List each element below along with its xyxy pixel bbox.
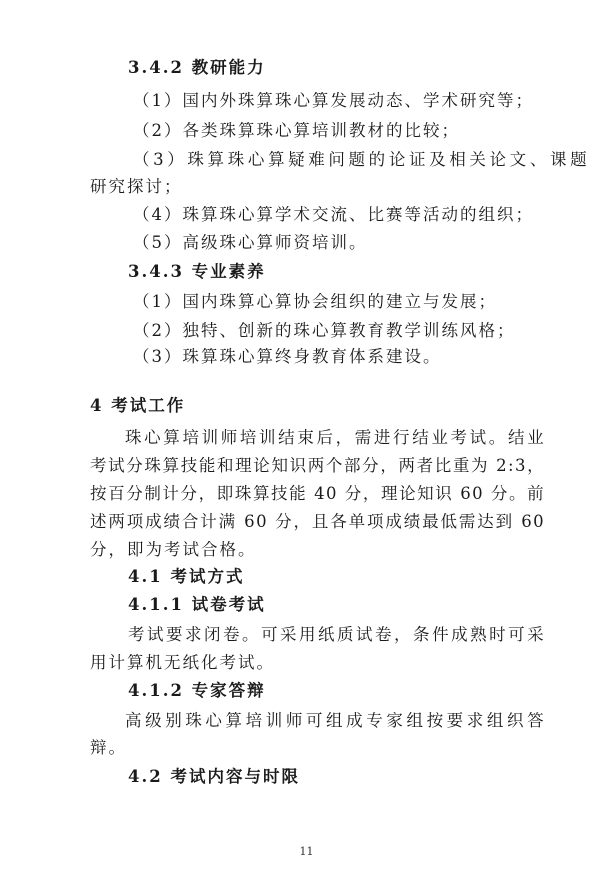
paragraph-line: 考试要求闭卷。可采用纸质试卷，条件成熟时可采 <box>128 625 545 644</box>
heading-3-4-2: 3.4.2 教研能力 <box>128 58 266 77</box>
heading-3-4-3: 3.4.3 专业素养 <box>128 262 266 281</box>
list-item: （1）国内外珠算珠心算发展动态、学术研究等； <box>133 91 534 110</box>
paragraph-line: 按百分制计分，即珠算技能 40 分，理论知识 60 分。前 <box>90 484 545 503</box>
paragraph-line: 分，即为考试合格。 <box>90 540 257 559</box>
list-item: （2）各类珠算珠心算培训教材的比较； <box>133 121 460 140</box>
paragraph-line: 辩。 <box>90 738 127 757</box>
heading-4-1-2: 4.1.2 专家答辩 <box>128 681 266 700</box>
page-number: 11 <box>299 845 314 858</box>
heading-4-1: 4.1 考试方式 <box>128 567 245 586</box>
list-item: （3）珠算珠心算疑难问题的论证及相关论文、课题 <box>133 150 588 169</box>
paragraph-line: 用计算机无纸化考试。 <box>90 653 275 672</box>
paragraph-line: 考试分珠算技能和理论知识两个部分，两者比重为 2:3， <box>90 456 545 475</box>
heading-4: 4 考试工作 <box>90 396 186 415</box>
list-item: （2）独特、创新的珠心算教育教学训练风格； <box>133 321 516 340</box>
list-item-continuation: 研究探讨； <box>90 177 183 196</box>
heading-4-1-1: 4.1.1 试卷考试 <box>128 595 266 614</box>
list-item: （3）珠算珠心算终身教育体系建设。 <box>133 347 442 366</box>
heading-4-2: 4.2 考试内容与时限 <box>128 767 300 786</box>
paragraph-line: 高级别珠心算培训师可组成专家组按要求组织答 <box>125 711 545 730</box>
paragraph-line: 述两项成绩合计满 60 分，且各单项成绩最低需达到 60 <box>90 512 545 531</box>
list-item: （4）珠算珠心算学术交流、比赛等活动的组织； <box>133 205 534 224</box>
paragraph-line: 珠心算培训师培训结束后，需进行结业考试。结业 <box>125 428 545 447</box>
list-item: （1）国内珠算心算协会组织的建立与发展； <box>133 292 497 311</box>
list-item: （5）高级珠心算师资培训。 <box>133 233 368 252</box>
